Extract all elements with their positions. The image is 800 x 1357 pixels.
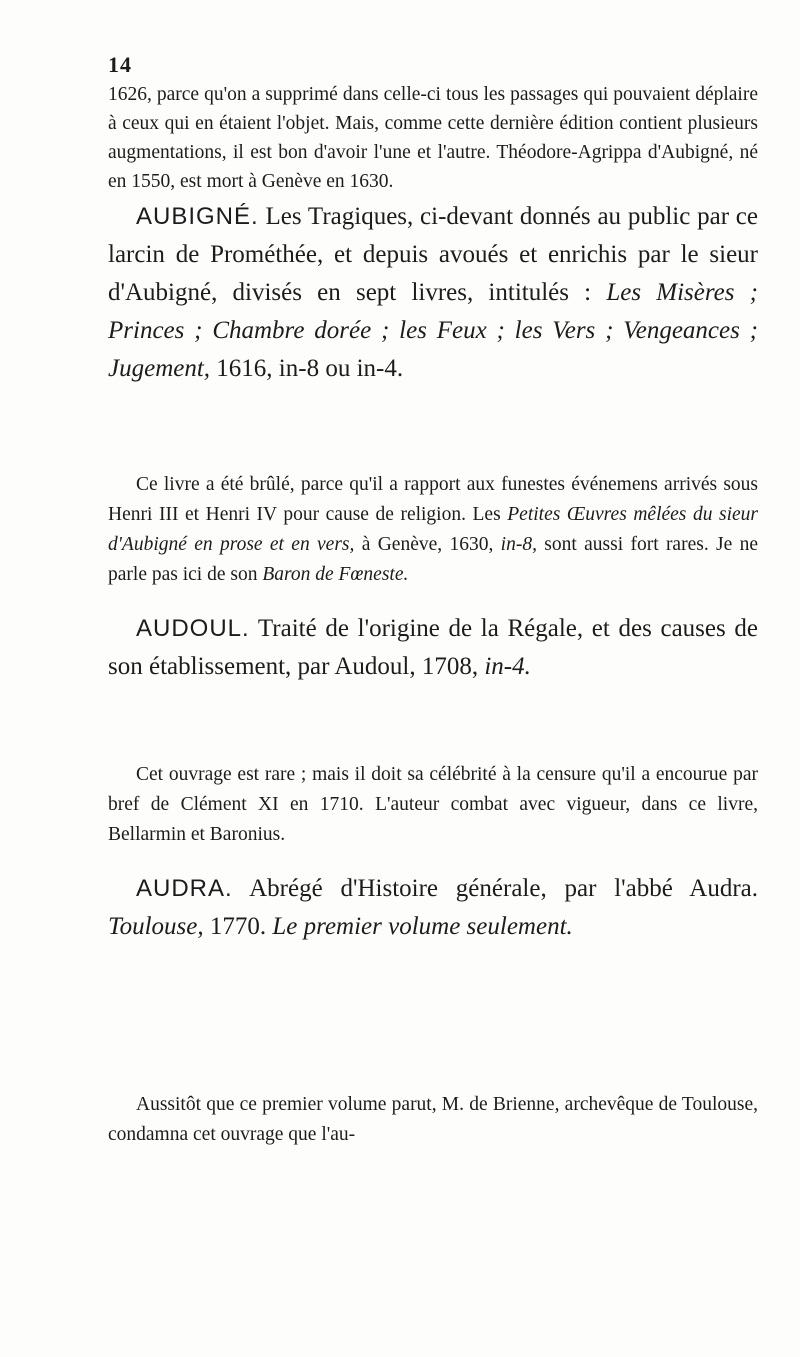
entry-note: Le premier volume seulement. <box>272 913 573 940</box>
note-title: Baron de Fœneste. <box>262 564 409 585</box>
note-title: Petites Œuvres mêlées du sieur d'Aubigné en prose et en vers, <box>108 504 758 555</box>
note-audoul <box>108 760 758 850</box>
entry-heading: AUDRA. <box>136 875 233 902</box>
entry-year: 1770. <box>209 913 267 940</box>
entry-audra <box>108 870 758 946</box>
entry-format: 1616, in-8 ou in-4. <box>216 355 404 382</box>
note-text: à Genève, 1630, <box>361 534 494 555</box>
note-text: Cet ouvrage est rare ; mais il doit sa célébrité à la censure qu'il a encourue par bref de Clément XI en 1710. L'auteur combat avec vigueur, dans ce livre, Bellarmin et Baronius. <box>108 764 758 845</box>
entry-aubigne <box>108 198 758 388</box>
note-audra <box>108 1090 758 1150</box>
entry-place: Toulouse, <box>108 913 204 940</box>
entry-audoul <box>108 610 758 686</box>
entry-heading: AUBIGNÉ. <box>136 203 259 230</box>
entry-format: in-4. <box>484 653 531 680</box>
note-aubigne <box>108 470 758 590</box>
entry-text: Traité de l'origine de la Régale, et des causes de son établissement, par Audoul, 1708, <box>108 615 758 680</box>
entry-heading: AUDOUL. <box>136 615 250 642</box>
entry-text: Les Tragiques, ci-devant donnés au public par ce larcin de Prométhée, et depuis avoués et enrichis par le sieur d'Aubigné, divisés en sept livres, intitulés : <box>108 203 759 306</box>
note-text: sont aussi fort rares. Je ne parle pas ici de son <box>108 534 759 585</box>
note-text: Ce livre a été brûlé, parce qu'il a rapport aux funestes événemens arrivés sous Henri III et Henri IV pour cause de religion. Les <box>108 474 758 525</box>
entry-titles: Les Misères ; Princes ; Chambre dorée ; les Feux ; les Vers ; Vengeances ; Jugement, <box>108 279 758 382</box>
paragraph-text: 1626, parce qu'on a supprimé dans celle-ci tous les passages qui pouvaient déplaire à ceux qui en étaient l'objet. Mais, comme cette dernière édition contient plusieurs augmentations, il est bon d'avoir l'une et l'autre. Théodore-Agrippa d'Aubigné, né en 1550, est mort à Genève en 1630. <box>108 84 758 192</box>
note-format: in-8, <box>500 534 537 555</box>
note-text: Aussitôt que ce premier volume parut, M. de Brienne, archevêque de Toulouse, condamna cet ouvrage que l'au- <box>108 1094 758 1145</box>
continuation-paragraph <box>108 80 758 196</box>
page-number: 14 <box>108 52 132 77</box>
entry-text: Abrégé d'Histoire générale, par l'abbé Audra. <box>249 875 759 902</box>
